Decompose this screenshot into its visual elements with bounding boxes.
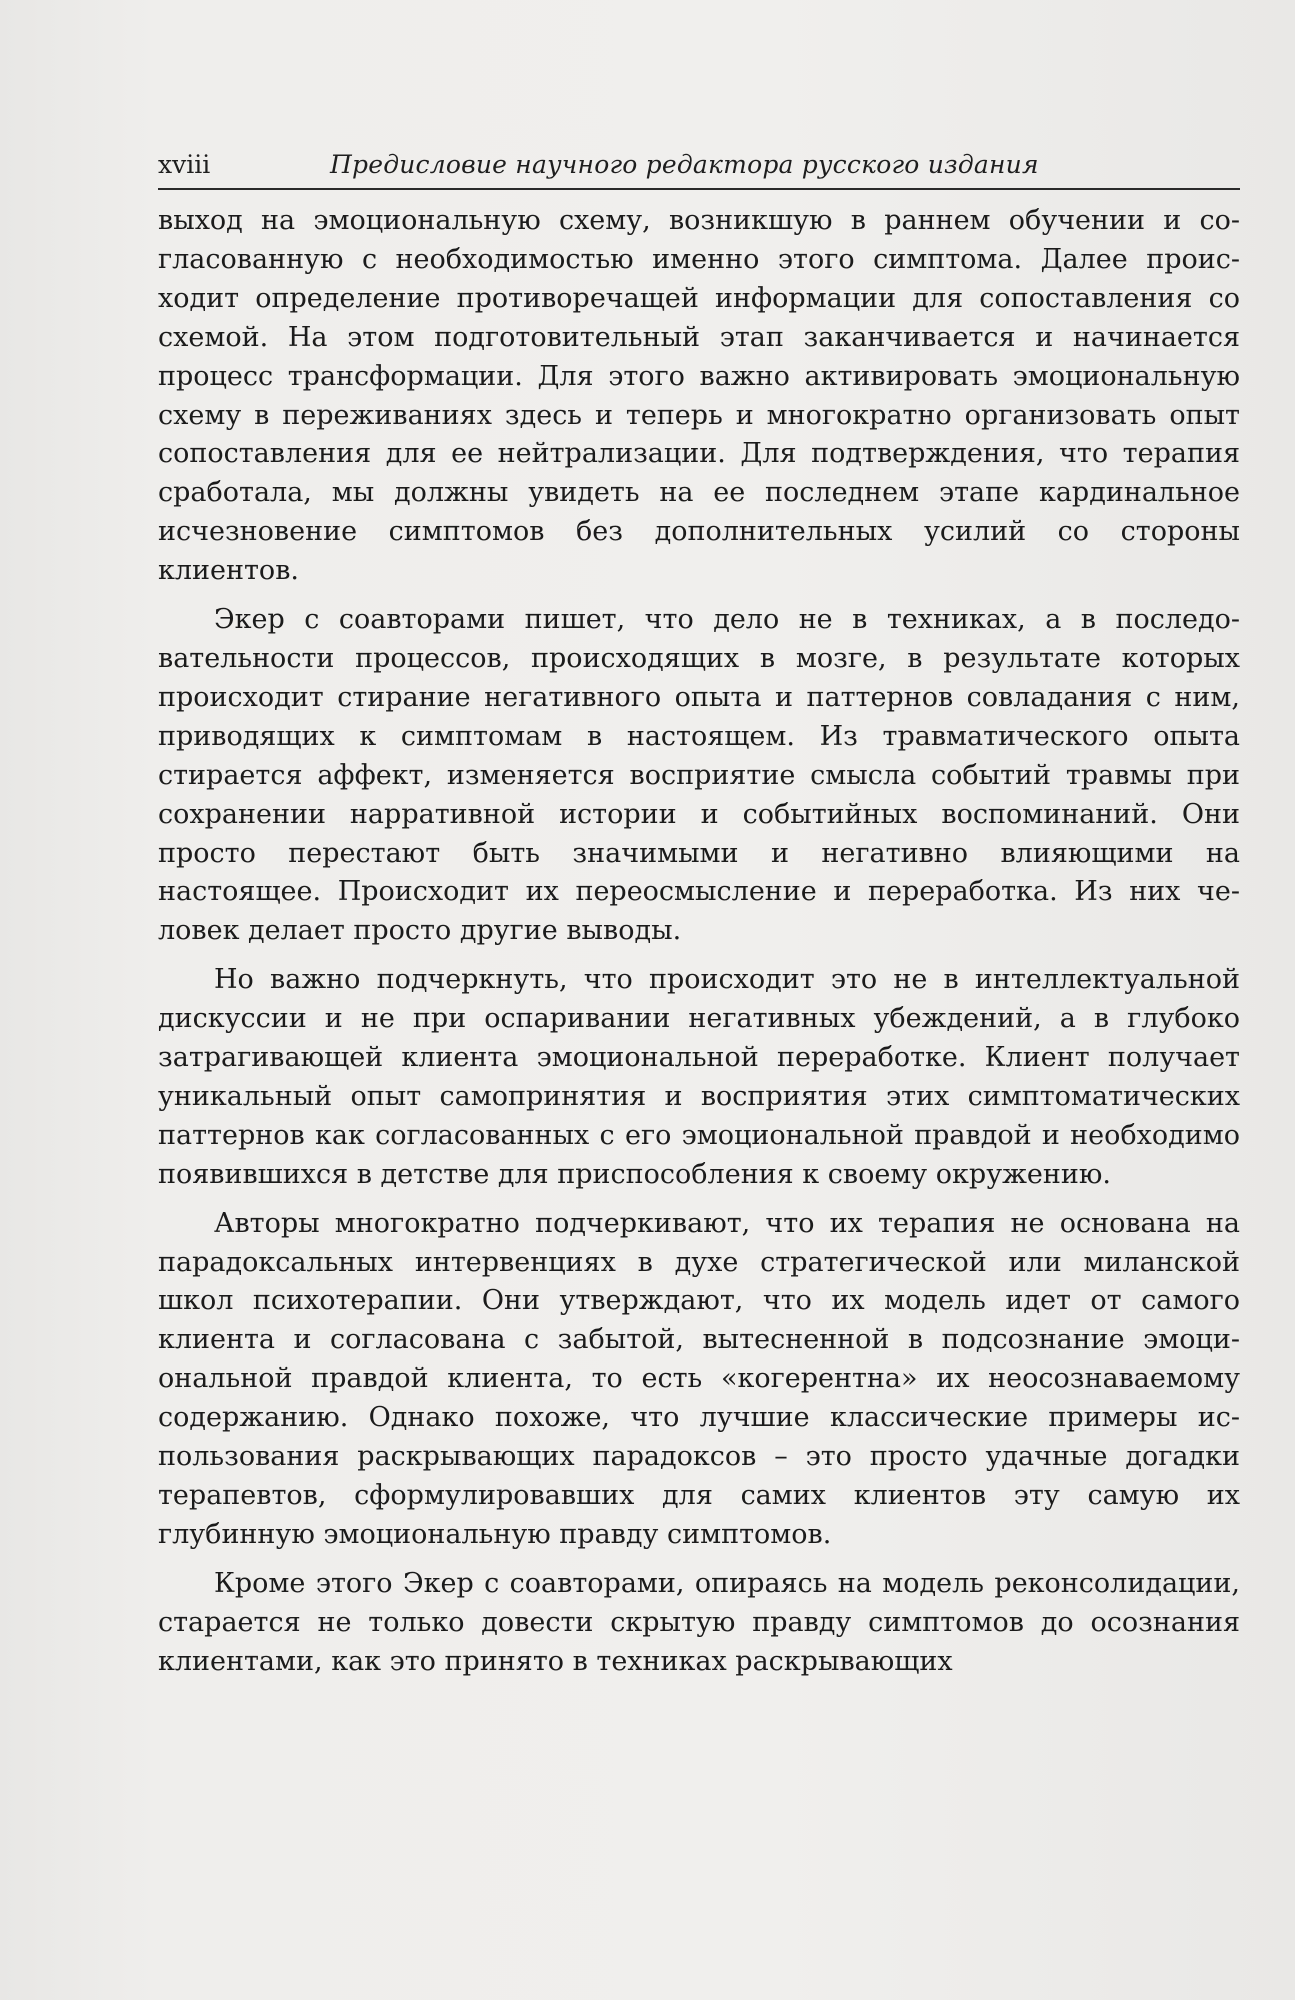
paragraph: Но важно подчеркнуть, что происходит это не в интеллектуальной дискуссии и не при оспаривании негативных убеждений, а в глубоко затрагивающей клиента эмоциональной переработке. Клиент получает уникальный опыт самопринятия и восприятия этих симптоматических паттернов как согласованных с его эмоциональной правдой и необходимо появившихся в детстве для приспособления к своему окружению. [158,964,1240,1190]
running-title: Предисловие научного редактора русского издания [330,150,1039,179]
paragraph: выход на эмоциональную схему, возникшую в раннем обучении и согласованную с необходимостью именно этого симптома. Далее происходит определение противоречащей информации для сопоставления со схемой. На этом подготовительный этап заканчивается и начинается процесс трансформации. Для этого важно активировать эмоциональную схему в переживаниях здесь и теперь и многократно организовать опыт сопоставления для ее нейтрализации. Для подтверждения, что терапия сработала, мы должны увидеть на ее последнем этапе кардинальное исчезновение симптомов без дополнительных усилий со стороны клиентов. [158,205,1240,587]
paragraph: Экер с соавторами пишет, что дело не в техниках, а в последовательности процессов, происходящих в мозге, в результате которых происходит стирание негативного опыта и паттернов совладания с ним, приводящих к симптомам в настоящем. Из травматического опыта стирается аффект, изменяется восприятие смысла событий травмы при сохранении нарративной истории и событийных воспоминаний. Они просто перестают быть значимыми и негативно влияющими на настоящее. Происходит их переосмысление и переработка. Из них человек делает просто другие выводы. [158,604,1240,947]
paragraph: Авторы многократно подчеркивают, что их терапия не основана на парадоксальных интервенциях в духе стратегической или миланской школ психотерапии. Они утверждают, что их модель идет от самого клиента и согласована с забытой, вытесненной в подсознание эмоциональной правдой клиента, то есть «когерентна» их неосознаваемому содержанию. Однако похоже, что лучшие классические примеры использования раскрывающих парадоксов – это просто удачные догадки терапевтов, сформулировавших для самих клиентов эту самую их глубинную эмоциональную правду симптомов. [158,1207,1240,1550]
paragraph: Кроме этого Экер с соавторами, опираясь на модель реконсолидации, старается не только довести скрытую правду симптомов до осознания клиентами, как это принято в техниках раскрывающих [158,1567,1240,1677]
page-number: xviii [158,150,211,179]
body-text [158,202,1240,1692]
running-header [158,144,1240,190]
